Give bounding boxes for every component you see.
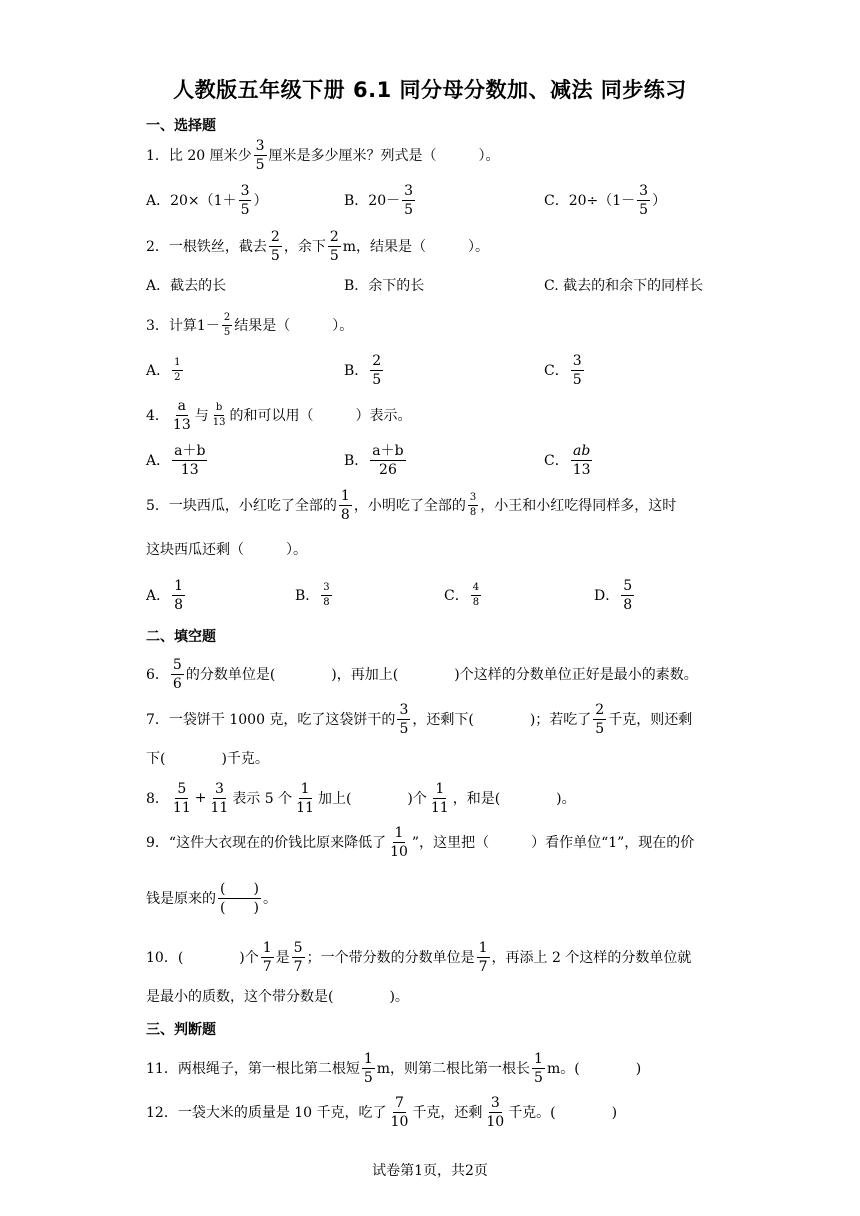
question-4: 4． $\frac{a}{13}$ 与 $\frac{b}{13}$ 的和可以用（ ）表示。 (146, 397, 412, 433)
section-judge-heading: 三、判断题 (146, 1022, 216, 1038)
q3-option-a[interactable]: A． $\frac{1}{2}$ (146, 356, 181, 383)
q3-option-b[interactable]: B． $\frac{2}{5}$ (344, 352, 382, 388)
page-footer: 试卷第1页，共2页 (372, 1163, 488, 1179)
q5-option-a[interactable]: A． $\frac{1}{8}$ (146, 577, 184, 613)
question-2: 2．一根铁丝，截去 $\frac{2}{5}$ ，余下 $\frac{2}{5}$ m，结果是（ ）。 (146, 228, 490, 264)
answer-fraction-blank[interactable]: $\frac{( )}{( )}$ (220, 880, 259, 916)
q3-option-c[interactable]: C． $\frac{3}{5}$ (544, 352, 582, 388)
fraction: $\frac{3}{5}$ (255, 137, 265, 173)
question-7: 7．一袋饼干 1000 克，吃了这袋饼干的 $\frac{3}{5}$ ，还剩下( )；若吃了 $\frac{2}{5}$ 千克，则还剩 (146, 701, 693, 737)
q2-option-b[interactable]: B．余下的长 (344, 278, 425, 294)
question-3: 3．计算1－ $\frac{2}{5}$ 结果是（ ）。 (146, 311, 354, 338)
q4-option-a[interactable]: A． $\frac{a+b}{13}$ (146, 442, 206, 478)
section-choice-heading: 一、选择题 (146, 118, 216, 134)
question-8: 8． $\frac{5}{11}$ + $\frac{3}{11}$ 表示 5 个 $\frac{1}{11}$ 加上( )个 $\frac{1}{11}$ ，和是( )。 (146, 780, 576, 816)
question-1: 1．比 20 厘米少 $\frac{3}{5}$ 厘米是多少厘米？列式是（ ）。 (146, 137, 500, 173)
question-5-cont: 这块西瓜还剩（ ）。 (146, 542, 307, 558)
q1-option-b[interactable]: B．20－ $\frac{3}{5}$ (344, 182, 414, 218)
question-9: 9．“这件大衣现在的价钱比原来降低了 $\frac{1}{10}$ ”，这里把（ ）看作单位“1”，现在的价 (146, 824, 695, 860)
q2-option-a[interactable]: A．截去的长 (146, 278, 227, 294)
question-9-cont: 钱是原来的 $\frac{( )}{( )}$ 。 (146, 880, 277, 916)
question-11: 11．两根绳子，第一根比第二根短 $\frac{1}{5}$ m，则第二根比第一根长 $\frac{1}{5}$ m。( ) (146, 1050, 642, 1086)
page-title: 人教版五年级下册 6.1 同分母分数加、减法 同步练习 (173, 78, 687, 102)
question-7-cont: 下( )千克。 (146, 751, 269, 767)
q2-option-c[interactable]: C. 截去的和余下的同样长 (544, 278, 704, 294)
q1-option-c[interactable]: C．20÷（1－ $\frac{3}{5}$ ） (544, 182, 667, 218)
q1-option-a[interactable]: A．20×（1＋ $\frac{3}{5}$ ） (146, 182, 268, 218)
q5-option-b[interactable]: B． $\frac{3}{8}$ (295, 581, 330, 608)
question-12: 12．一袋大米的质量是 10 千克，吃了 $\frac{7}{10}$ 千克，还剩 $\frac{3}{10}$ 千克。( ) (146, 1094, 618, 1130)
section-fill-heading: 二、填空题 (146, 629, 216, 645)
question-10-cont: 是最小的质数，这个带分数是( )。 (146, 989, 409, 1005)
q5-option-c[interactable]: C． $\frac{4}{8}$ (444, 581, 480, 608)
q5-option-d[interactable]: D． $\frac{5}{8}$ (594, 577, 633, 613)
question-10: 10．( )个 $\frac{1}{7}$ 是 $\frac{5}{7}$ ；一个带分数的分数单位是 $\frac{1}{7}$ ，再添上 2 个这样的分数单位就 (146, 939, 692, 975)
question-5: 5．一块西瓜，小红吃了全部的 $\frac{1}{8}$ ，小明吃了全部的 $\frac{3}{8}$ ，小王和小红吃得同样多，这时 (146, 487, 677, 523)
q4-option-b[interactable]: B． $\frac{a+b}{26}$ (344, 442, 404, 478)
question-6: 6． $\frac{5}{6}$ 的分数单位是( )，再加上( )个这样的分数单位正好是最小的素数。 (146, 656, 698, 692)
q4-option-c[interactable]: C． $\frac{ab}{13}$ (544, 442, 591, 478)
